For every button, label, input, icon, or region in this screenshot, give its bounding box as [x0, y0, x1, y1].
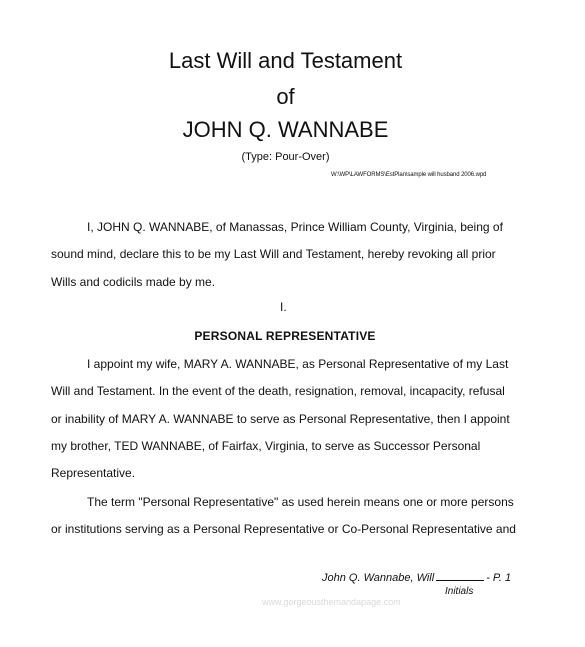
paragraph-line: Representative.	[51, 466, 136, 481]
paragraph-line: Wills and codicils made by me.	[51, 274, 216, 289]
paragraph-line: or institutions serving as a Personal Representative or Co-Personal Representative and	[51, 522, 516, 537]
paragraph-line: The term "Personal Representative" as used herein means one or more persons	[87, 495, 514, 509]
paragraph-line: or inability of MARY A. WANNABE to serve as Personal Representative, then I appoint	[51, 411, 510, 426]
paragraph-line: Will and Testament. In the event of the death, resignation, removal, incapacity, refusal	[51, 384, 505, 399]
paragraph-line: I appoint my wife, MARY A. WANNABE, as Personal Representative of my Last	[87, 357, 509, 371]
testator-name: JOHN Q. WANNABE	[182, 117, 389, 142]
document-title: Last Will and Testament	[168, 48, 403, 73]
paragraph-line: I, JOHN Q. WANNABE, of Manassas, Prince William County, Virginia, being of	[87, 220, 503, 234]
file-path: W:\WP\LAWFORMS\EstPlan\sample will husband 2006.wpd	[331, 172, 487, 178]
initials-blank-line	[436, 570, 484, 581]
section-title: PERSONAL REPRESENTATIVE	[194, 329, 376, 343]
appointment-paragraph	[51, 351, 551, 487]
watermark: www.gorgeousthemandapage.com	[262, 597, 401, 607]
section-number: I.	[280, 300, 287, 314]
footer-signature-prefix: John Q. Wannabe, Will	[322, 572, 435, 584]
page-footer	[322, 570, 511, 585]
document-title-of: of	[276, 84, 295, 109]
paragraph-line: sound mind, declare this to be my Last Will and Testament, hereby revoking all prior	[51, 247, 496, 262]
footer-page-label: - P. 1	[486, 572, 512, 584]
will-type: (Type: Pour-Over)	[241, 151, 330, 163]
definition-paragraph	[51, 489, 551, 544]
paragraph-line: my brother, TED WANNABE, of Fairfax, Virginia, to serve as Successor Personal	[51, 438, 481, 453]
intro-paragraph	[51, 214, 551, 296]
initials-label: Initials	[445, 586, 474, 597]
